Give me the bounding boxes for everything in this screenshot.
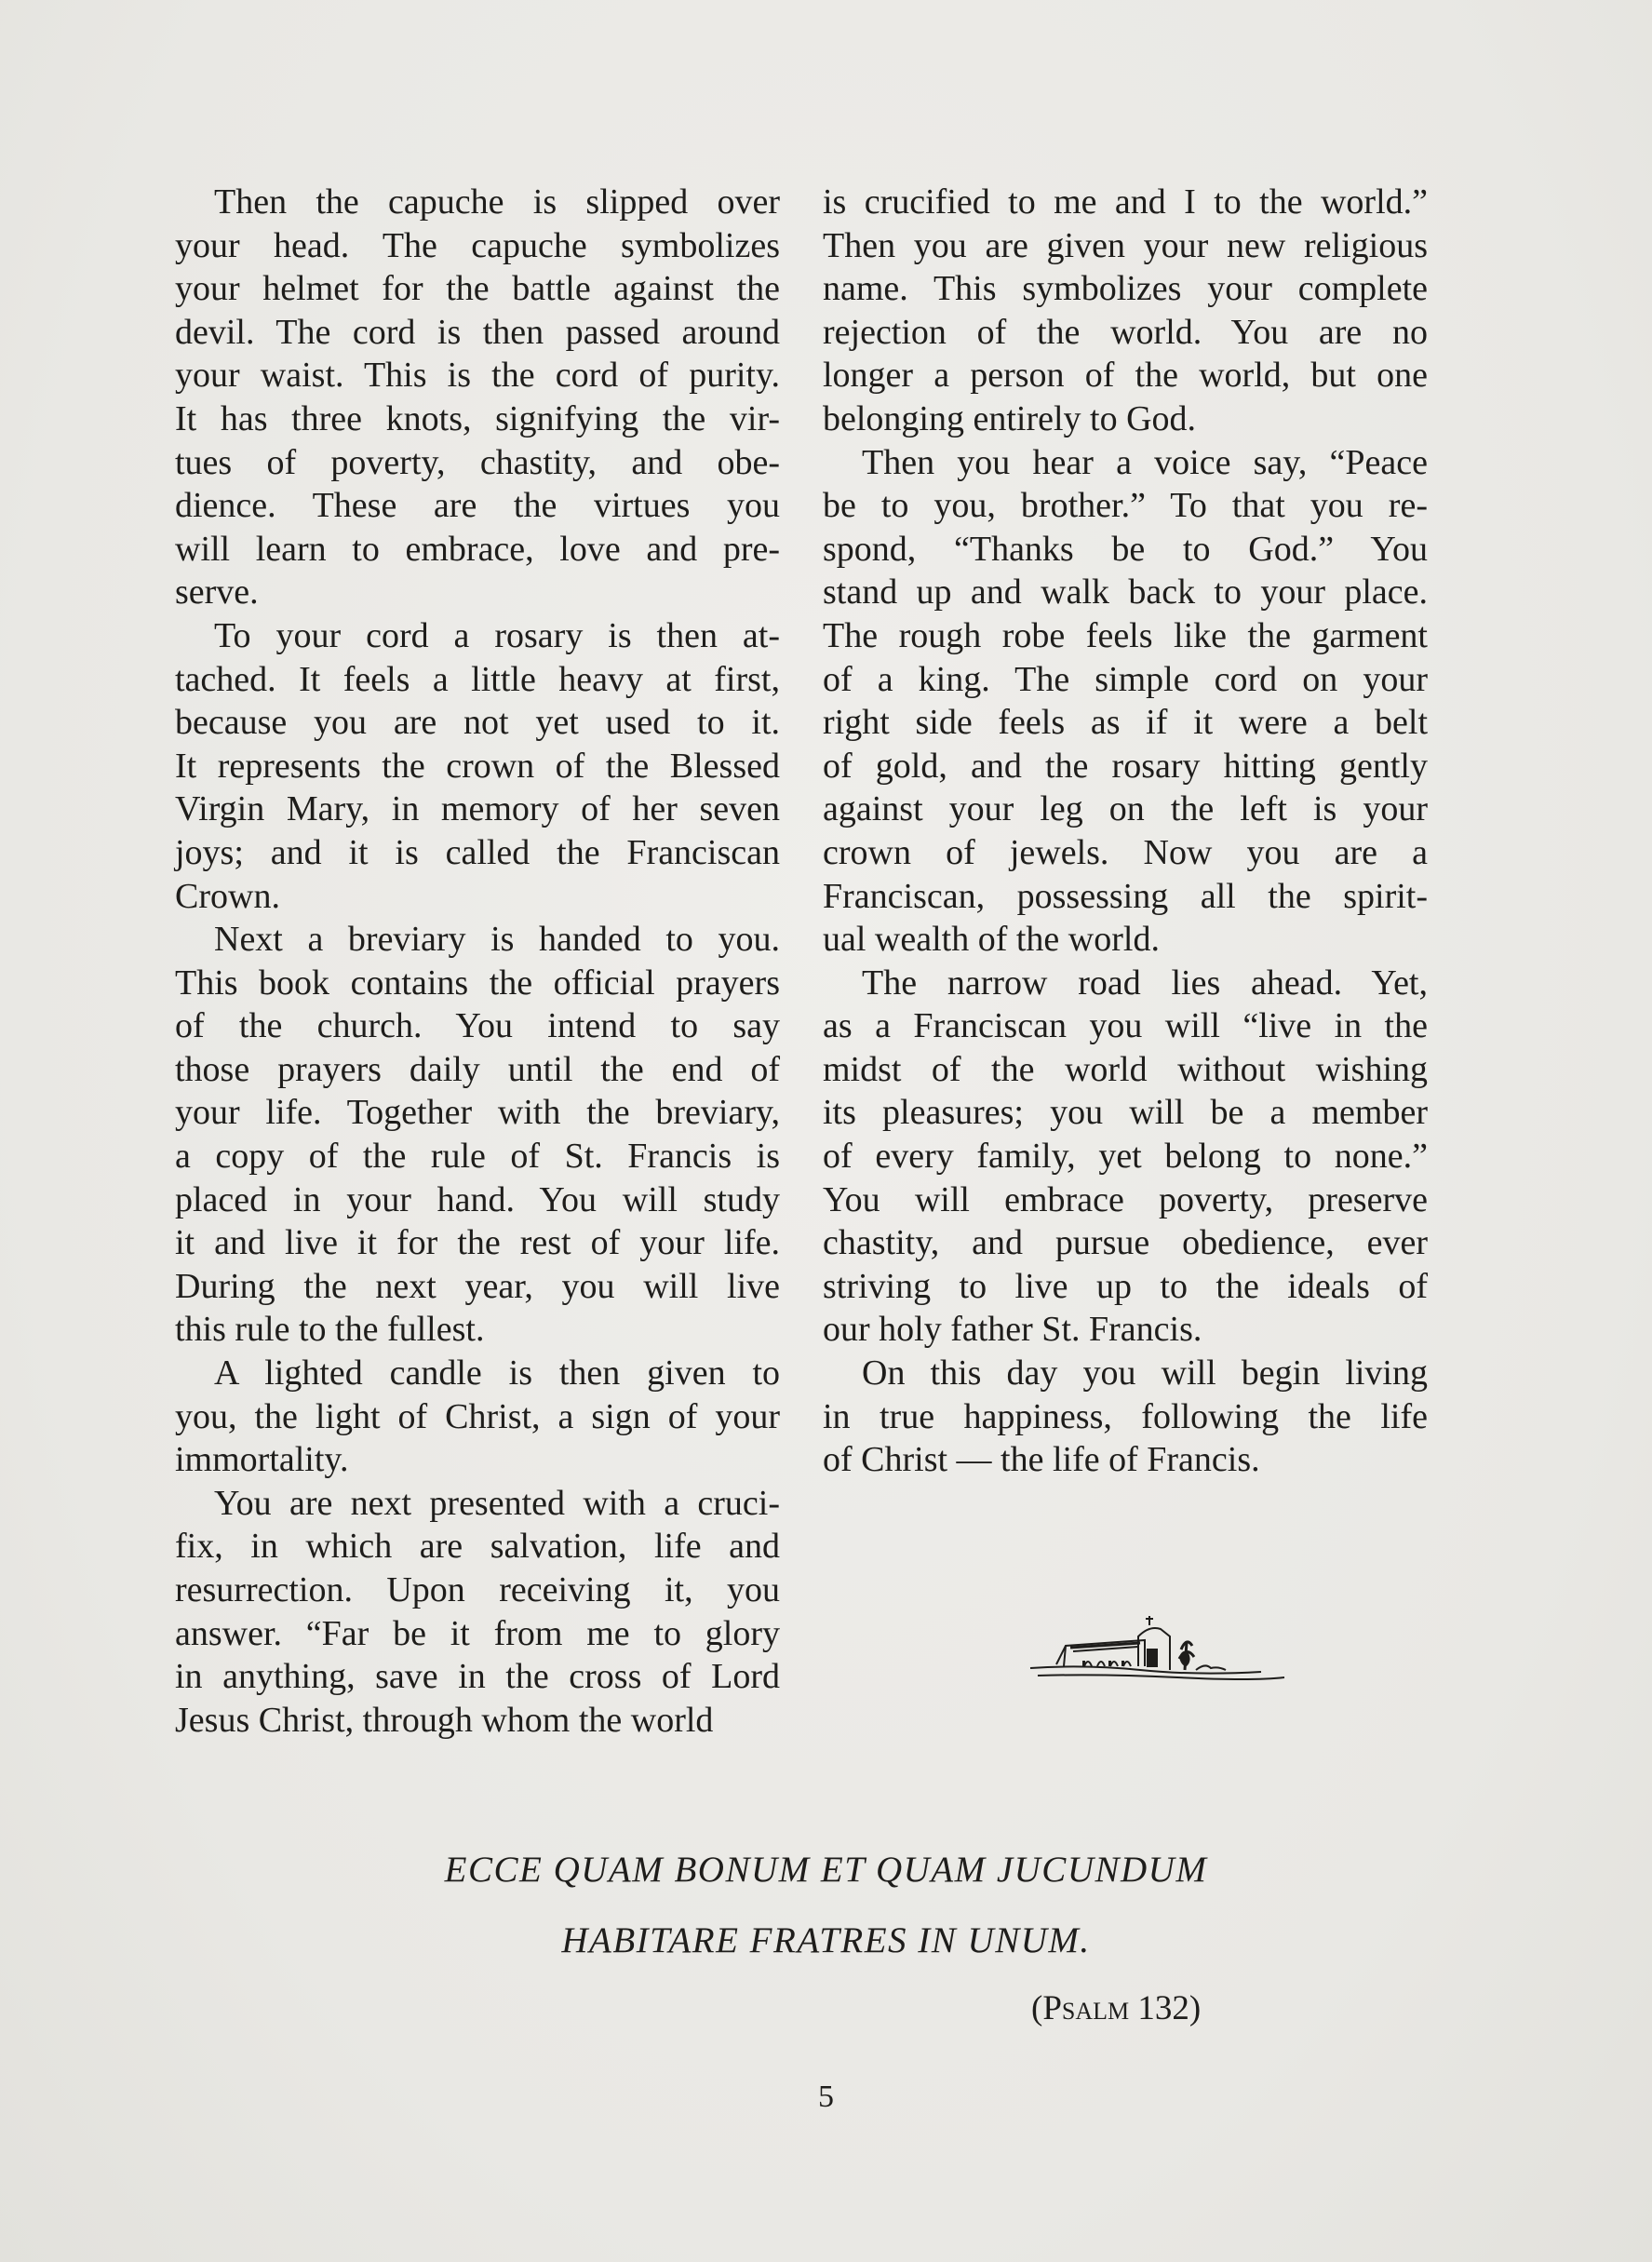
paragraph bbox=[823, 441, 1428, 962]
text-line: Crown. bbox=[175, 876, 280, 916]
citation-open: ( bbox=[1031, 1989, 1043, 2027]
text-line: A lighted candle is then given to bbox=[214, 1353, 780, 1394]
text-line: dience. These are the virtues you bbox=[175, 486, 780, 526]
paragraph bbox=[823, 181, 1428, 441]
paragraph bbox=[175, 1352, 780, 1482]
text-line: rejection of the world. You are no bbox=[823, 312, 1428, 352]
text-line: a copy of the rule of St. Francis is bbox=[175, 1137, 780, 1177]
text-line: of gold, and the rosary hitting gently bbox=[823, 746, 1428, 786]
text-line: You are next presented with a cruci- bbox=[214, 1483, 780, 1523]
text-line: Jesus Christ, through whom the world bbox=[175, 1700, 714, 1740]
text-line: will learn to embrace, love and pre- bbox=[175, 529, 780, 569]
text-line: right side feels as if it were a belt bbox=[823, 703, 1428, 743]
text-line: Then you are given your new religious bbox=[823, 225, 1428, 265]
citation-book: Psalm bbox=[1042, 1989, 1130, 2027]
text-line: of a king. The simple cord on your bbox=[823, 659, 1428, 699]
text-line: Then you hear a voice say, “Peace bbox=[862, 442, 1428, 482]
right-column bbox=[823, 181, 1428, 1482]
text-line: your helmet for the battle against the bbox=[175, 269, 780, 309]
text-line: fix, in which are salvation, life and bbox=[175, 1527, 780, 1567]
text-line: spond, “Thanks be to God.” You bbox=[823, 529, 1428, 569]
text-line: This book contains the official prayers bbox=[175, 963, 780, 1003]
paragraph bbox=[175, 181, 780, 614]
text-line: Virgin Mary, in memory of her seven bbox=[175, 789, 780, 829]
psalm-citation bbox=[1031, 1988, 1201, 2028]
text-line: in true happiness, following the life bbox=[823, 1396, 1428, 1436]
text-line: this rule to the fullest. bbox=[175, 1310, 485, 1350]
text-line: because you are not yet used to it. bbox=[175, 703, 780, 743]
text-line: it and live it for the rest of your life. bbox=[175, 1223, 780, 1263]
text-line: stand up and walk back to your place. bbox=[823, 572, 1428, 613]
text-line: Then the capuche is slipped over bbox=[214, 182, 780, 222]
text-line: devil. The cord is then passed around bbox=[175, 312, 780, 352]
text-line: chastity, and pursue obedience, ever bbox=[823, 1223, 1428, 1263]
text-line: your head. The capuche symbolizes bbox=[175, 225, 780, 265]
text-line: During the next year, you will live bbox=[175, 1266, 780, 1306]
text-line: To your cord a rosary is then at- bbox=[214, 615, 780, 655]
text-line: is crucified to me and I to the world.” bbox=[823, 182, 1428, 222]
text-line: your waist. This is the cord of purity. bbox=[175, 356, 780, 396]
text-line: belonging entirely to God. bbox=[823, 398, 1197, 438]
citation-close: ) bbox=[1189, 1989, 1202, 2027]
paragraph bbox=[823, 962, 1428, 1352]
text-line: striving to live up to the ideals of bbox=[823, 1266, 1428, 1306]
text-line: joys; and it is called the Franciscan bbox=[175, 832, 780, 872]
text-line: as a Franciscan you will “live in the bbox=[823, 1006, 1428, 1046]
left-column bbox=[175, 181, 780, 1742]
text-line: of the church. You intend to say bbox=[175, 1006, 780, 1046]
paragraph bbox=[175, 1482, 780, 1743]
text-line: tached. It feels a little heavy at first, bbox=[175, 659, 780, 699]
text-line: midst of the world without wishing bbox=[823, 1049, 1428, 1089]
text-line: tues of poverty, chastity, and obe- bbox=[175, 442, 780, 482]
citation-number: 132 bbox=[1129, 1989, 1189, 2027]
mission-church-icon bbox=[1028, 1609, 1289, 1698]
text-line: your life. Together with the breviary, bbox=[175, 1093, 780, 1133]
text-line: Next a breviary is handed to you. bbox=[214, 920, 780, 960]
text-line: crown of jewels. Now you are a bbox=[823, 832, 1428, 872]
text-line: Franciscan, possessing all the spirit- bbox=[823, 876, 1428, 916]
text-line: resurrection. Upon receiving it, you bbox=[175, 1570, 780, 1609]
text-line: of every family, yet belong to none.” bbox=[823, 1137, 1428, 1177]
text-line: ual wealth of the world. bbox=[823, 920, 1160, 960]
text-line: our holy father St. Francis. bbox=[823, 1310, 1202, 1350]
text-line: placed in your hand. You will study bbox=[175, 1179, 780, 1219]
text-line: You will embrace poverty, preserve bbox=[823, 1179, 1428, 1219]
text-line: answer. “Far be it from me to glory bbox=[175, 1613, 780, 1653]
text-line: against your leg on the left is your bbox=[823, 789, 1428, 829]
text-line: its pleasures; you will be a member bbox=[823, 1093, 1428, 1133]
page-number: 5 bbox=[818, 2080, 834, 2114]
motto-line-2: HABITARE FRATRES IN UNUM. bbox=[561, 1920, 1091, 1960]
text-line: serve. bbox=[175, 572, 259, 613]
paragraph bbox=[823, 1352, 1428, 1482]
motto-line-1: ECCE QUAM BONUM ET QUAM JUCUNDUM bbox=[444, 1850, 1208, 1890]
paragraph bbox=[175, 614, 780, 918]
text-line: name. This symbolizes your complete bbox=[823, 269, 1428, 309]
text-line: The narrow road lies ahead. Yet, bbox=[862, 963, 1428, 1003]
text-line: of Christ — the life of Francis. bbox=[823, 1440, 1260, 1480]
text-line: immortality. bbox=[175, 1440, 349, 1480]
paragraph bbox=[175, 918, 780, 1352]
text-line: The rough robe feels like the garment bbox=[823, 615, 1428, 655]
text-line: in anything, save in the cross of Lord bbox=[175, 1657, 780, 1697]
text-line: be to you, brother.” To that you re- bbox=[823, 486, 1428, 526]
text-line: longer a person of the world, but one bbox=[823, 356, 1428, 396]
text-line: you, the light of Christ, a sign of your bbox=[175, 1396, 780, 1436]
text-line: It has three knots, signifying the vir- bbox=[175, 398, 780, 438]
text-line: It represents the crown of the Blessed bbox=[175, 746, 780, 786]
text-line: those prayers daily until the end of bbox=[175, 1049, 780, 1089]
text-line: On this day you will begin living bbox=[862, 1353, 1428, 1394]
